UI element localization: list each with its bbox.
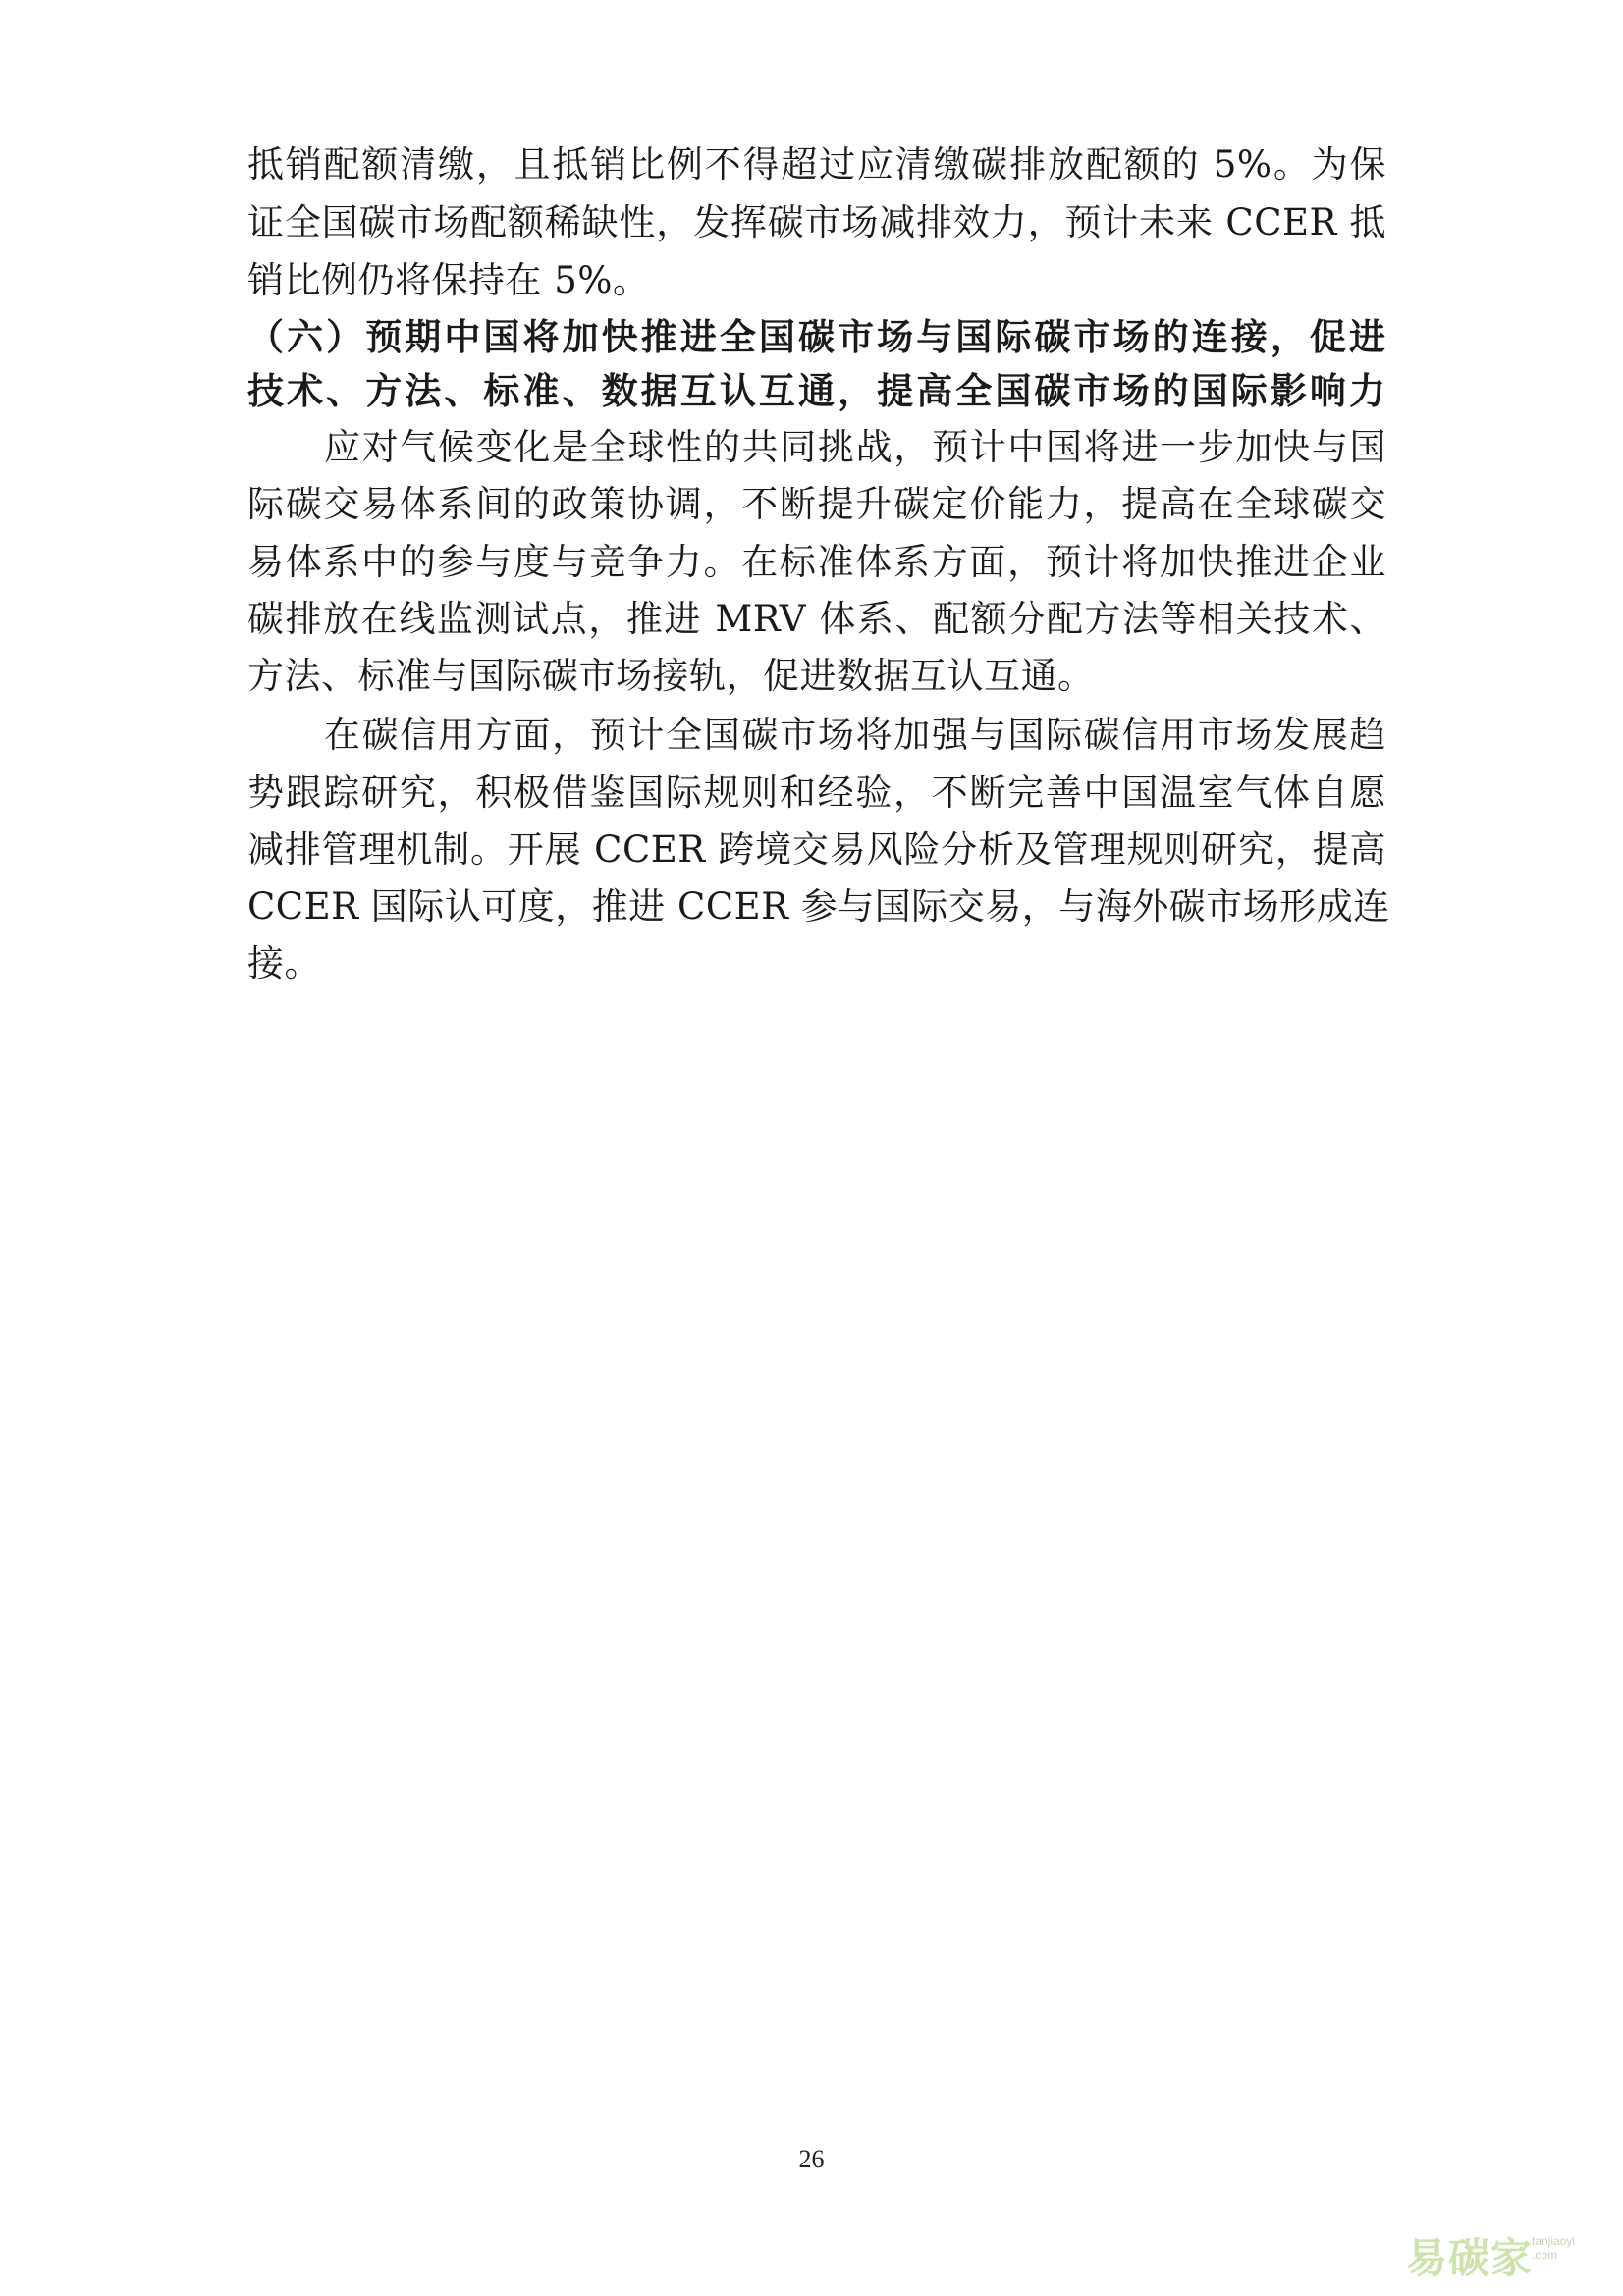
paragraph-line: 证全国碳市场配额稀缺性，发挥碳市场减排效力，预计未来 CCER 抵	[247, 201, 1386, 243]
section-heading-line: （六）预期中国将加快推进全国碳市场与国际碳市场的连接，促进	[247, 315, 1386, 358]
paragraph-line: 接。	[247, 942, 321, 985]
page-number: 26	[798, 2145, 825, 2173]
section-heading-line: 技术、方法、标准、数据互认互通，提高全国碳市场的国际影响力	[247, 369, 1386, 412]
paragraph-line: 易体系中的参与度与竞争力。在标准体系方面，预计将加快推进企业	[247, 541, 1386, 583]
watermark-logo	[1406, 2226, 1602, 2283]
watermark-site-line1: tanjiaoyi	[1532, 2234, 1576, 2248]
paragraph-line: 抵销配额清缴，且抵销比例不得超过应清缴碳排放配额的 5%。为保	[247, 143, 1386, 186]
paragraph-line: 碳排放在线监测试点，推进 MRV 体系、配额分配方法等相关技术、	[247, 598, 1386, 640]
paragraph-line: 应对气候变化是全球性的共同挑战，预计中国将进一步加快与国	[324, 426, 1386, 468]
watermark-brand: 易碳家	[1406, 2234, 1534, 2282]
paragraph-line: 方法、标准与国际碳市场接轨，促进数据互认互通。	[247, 655, 1095, 697]
paragraph-line: 减排管理机制。开展 CCER 跨境交易风险分析及管理规则研究，提高	[247, 828, 1386, 871]
watermark-site-line2: .com	[1532, 2248, 1558, 2262]
watermark-site	[1532, 2234, 1575, 2262]
paragraph-line: CCER 国际认可度，推进 CCER 参与国际交易，与海外碳市场形成连	[247, 885, 1390, 928]
paragraph-line: 销比例仍将保持在 5%。	[247, 259, 650, 301]
paragraph-line: 际碳交易体系间的政策协调，不断提升碳定价能力，提高在全球碳交	[247, 483, 1386, 525]
paragraph-line: 在碳信用方面，预计全国碳市场将加强与国际碳信用市场发展趋	[324, 714, 1386, 756]
paragraph-line: 势跟踪研究，积极借鉴国际规则和经验，不断完善中国温室气体自愿	[247, 772, 1386, 814]
